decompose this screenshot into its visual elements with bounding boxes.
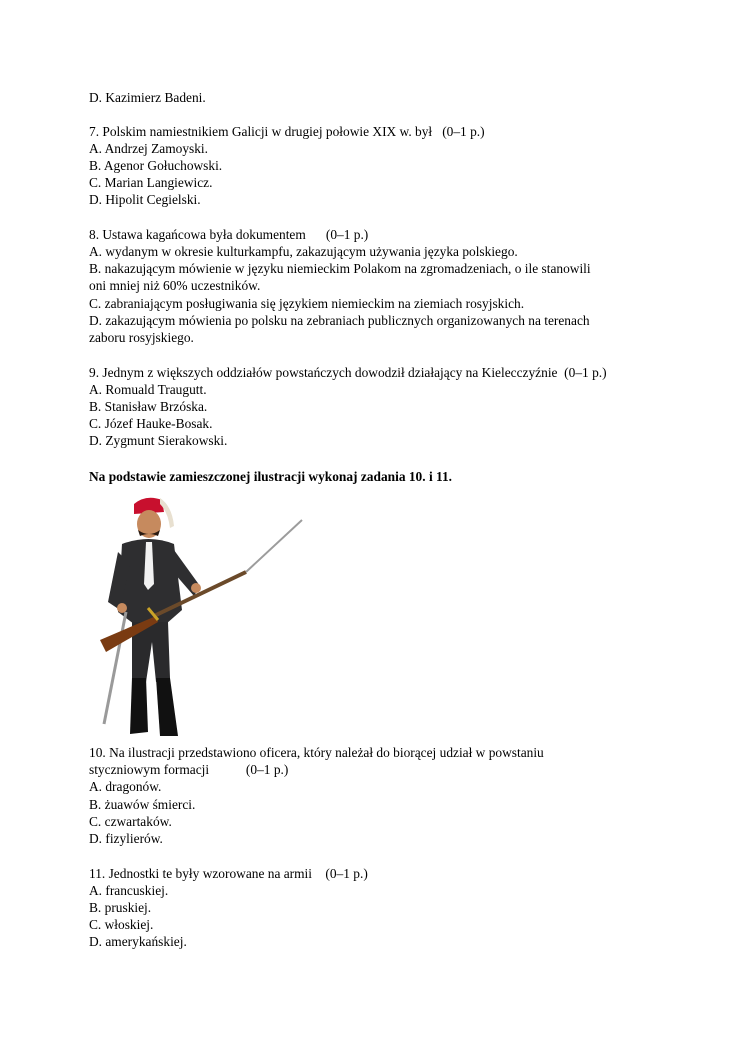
answer-8b-line2: oni mniej niż 60% uczestników. xyxy=(89,278,261,293)
answer-11d: D. amerykańskiej. xyxy=(89,934,187,949)
answer-10c: C. czwartaków. xyxy=(89,814,172,829)
answer-11c: C. włoskiej. xyxy=(89,917,154,932)
answer-10d: D. fizylierów. xyxy=(89,831,163,846)
question-10-line2: styczniowym formacji (0–1 p.) xyxy=(89,762,289,777)
answer-8c: C. zabraniającym posługiwania się językiem niemieckim na ziemiach rosyjskich. xyxy=(89,296,525,311)
question-8: 8. Ustawa kagańcowa była dokumentem (0–1 p.) xyxy=(89,227,369,242)
answer-7d: D. Hipolit Cegielski. xyxy=(89,192,201,207)
answer-9b: B. Stanisław Brzóska. xyxy=(89,399,208,414)
illustration-instruction: Na podstawie zamieszczonej ilustracji wykonaj zadania 10. i 11. xyxy=(89,469,453,484)
answer-7a: A. Andrzej Zamoyski. xyxy=(89,141,209,156)
zouave-soldier-illustration xyxy=(96,492,306,742)
answer-8a: A. wydanym w okresie kulturkampfu, zakazującym używania języka polskiego. xyxy=(89,244,518,259)
answer-11a: A. francuskiej. xyxy=(89,883,169,898)
answer-7c: C. Marian Langiewicz. xyxy=(89,175,213,190)
answer-7b: B. Agenor Gołuchowski. xyxy=(89,158,223,173)
question-10-line1: 10. Na ilustracji przedstawiono oficera, który należał do biorącej udział w powstaniu xyxy=(89,745,544,760)
answer-8b-line1: B. nakazującym mówienie w języku niemieckim Polakom na zgromadzeniach, o ile stanowili xyxy=(89,261,591,276)
answer-11b: B. pruskiej. xyxy=(89,900,152,915)
answer-10b: B. żuawów śmierci. xyxy=(89,797,196,812)
answer-8d-line2: zaboru rosyjskiego. xyxy=(89,330,194,345)
answer-9d: D. Zygmunt Sierakowski. xyxy=(89,433,228,448)
question-11: 11. Jednostki te były wzorowane na armii (0–1 p.) xyxy=(89,866,368,881)
question-7: 7. Polskim namiestnikiem Galicji w drugiej połowie XIX w. był (0–1 p.) xyxy=(89,124,485,139)
answer-10a: A. dragonów. xyxy=(89,779,162,794)
answer-6d: D. Kazimierz Badeni. xyxy=(89,90,206,105)
answer-9c: C. Józef Hauke-Bosak. xyxy=(89,416,213,431)
answer-8d-line1: D. zakazującym mówienia po polsku na zebraniach publicznych organizowanych na terenach xyxy=(89,313,590,328)
question-9: 9. Jednym z większych oddziałów powstańczych dowodził działający na Kielecczyźnie (0–1 p.) xyxy=(89,365,607,380)
answer-9a: A. Romuald Traugutt. xyxy=(89,382,207,397)
